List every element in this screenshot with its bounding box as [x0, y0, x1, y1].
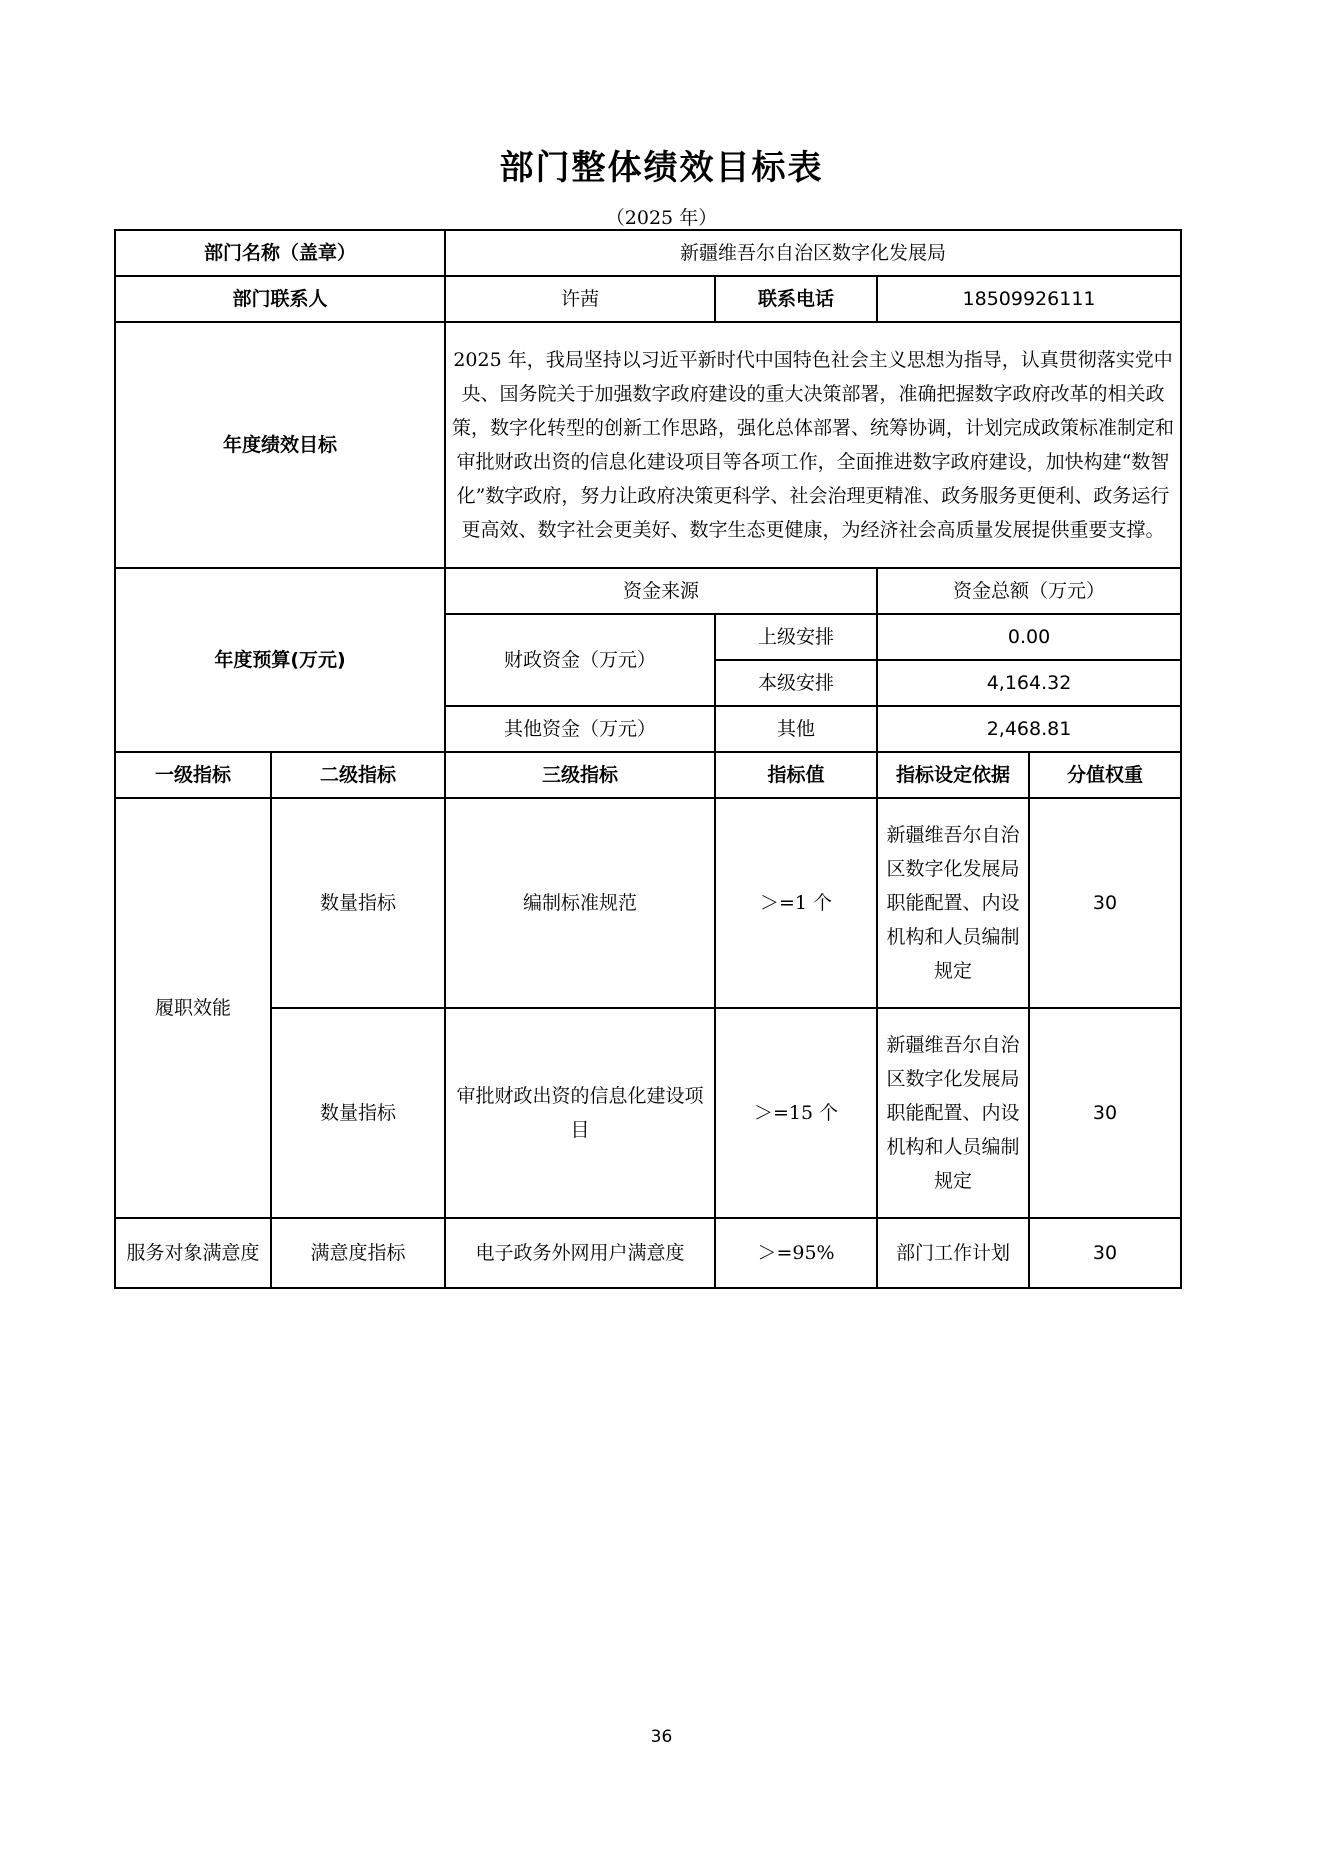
- fund-total-header: 资金总额（万元）: [877, 568, 1181, 614]
- level2-indicator: 数量指标: [271, 1008, 445, 1218]
- local-arrangement-label: 本级安排: [715, 660, 877, 706]
- annual-goal-label: 年度绩效目标: [115, 322, 445, 568]
- page-title: 部门整体绩效目标表: [499, 148, 824, 188]
- budget-label: 年度预算(万元): [115, 568, 445, 752]
- phone-value: 18509926111: [877, 276, 1181, 322]
- indicator-weight: 30: [1029, 1008, 1181, 1218]
- level2-indicator: 满意度指标: [271, 1218, 445, 1288]
- indicator-basis: 新疆维吾尔自治区数字化发展局职能配置、内设机构和人员编制规定: [877, 1008, 1029, 1218]
- contact-label: 部门联系人: [115, 276, 445, 322]
- header-weight: 分值权重: [1029, 752, 1181, 798]
- year-label: （2025 年）: [605, 207, 718, 229]
- annual-goal-text: 2025 年，我局坚持以习近平新时代中国特色社会主义思想为指导，认真贯彻落实党中央、国务院关于加强数字政府建设的重大决策部署，准确把握数字政府改革的相关政策，数字化转型的创新工作思路，强化总体部署、统筹协调，计划完成政策标准制定和审批财政出资的信息化建设项目等各项工作，全面推进数字政府建设，加快构建“数智化”数字政府，努力让政府决策更科学、社会治理更精准、政务服务更便利、政务运行更高效、数字社会更美好、数字生态更健康，为经济社会高质量发展提供重要支撑。: [445, 322, 1181, 568]
- level1-indicator: 履职效能: [115, 798, 271, 1218]
- fund-source-header: 资金来源: [445, 568, 877, 614]
- indicator-basis: 部门工作计划: [877, 1218, 1029, 1288]
- header-level2: 二级指标: [271, 752, 445, 798]
- indicator-weight: 30: [1029, 1218, 1181, 1288]
- header-level3: 三级指标: [445, 752, 715, 798]
- level3-indicator: 审批财政出资的信息化建设项目: [445, 1008, 715, 1218]
- other-fund-label: 其他资金（万元）: [445, 706, 715, 752]
- header-level1: 一级指标: [115, 752, 271, 798]
- header-basis: 指标设定依据: [877, 752, 1029, 798]
- header-value: 指标值: [715, 752, 877, 798]
- indicator-basis: 新疆维吾尔自治区数字化发展局职能配置、内设机构和人员编制规定: [877, 798, 1029, 1008]
- level3-indicator: 电子政务外网用户满意度: [445, 1218, 715, 1288]
- performance-table: [114, 229, 1182, 1289]
- other-fund-sub: 其他: [715, 706, 877, 752]
- indicator-value: ＞=15 个: [715, 1008, 877, 1218]
- other-fund-value: 2,468.81: [877, 706, 1181, 752]
- level2-indicator: 数量指标: [271, 798, 445, 1008]
- level3-indicator: 编制标准规范: [445, 798, 715, 1008]
- table-row: [115, 798, 1181, 1008]
- dept-name-label: 部门名称（盖章）: [115, 230, 445, 276]
- indicator-value: ＞=95%: [715, 1218, 877, 1288]
- page-number: 36: [650, 1727, 673, 1747]
- contact-value: 许茜: [445, 276, 715, 322]
- fiscal-fund-label: 财政资金（万元）: [445, 614, 715, 706]
- table-row: [115, 1008, 1181, 1218]
- level1-indicator: 服务对象满意度: [115, 1218, 271, 1288]
- table-row: [115, 1218, 1181, 1288]
- phone-label: 联系电话: [715, 276, 877, 322]
- upper-arrangement-value: 0.00: [877, 614, 1181, 660]
- indicator-weight: 30: [1029, 798, 1181, 1008]
- upper-arrangement-label: 上级安排: [715, 614, 877, 660]
- local-arrangement-value: 4,164.32: [877, 660, 1181, 706]
- dept-name-value: 新疆维吾尔自治区数字化发展局: [445, 230, 1181, 276]
- indicator-value: ＞=1 个: [715, 798, 877, 1008]
